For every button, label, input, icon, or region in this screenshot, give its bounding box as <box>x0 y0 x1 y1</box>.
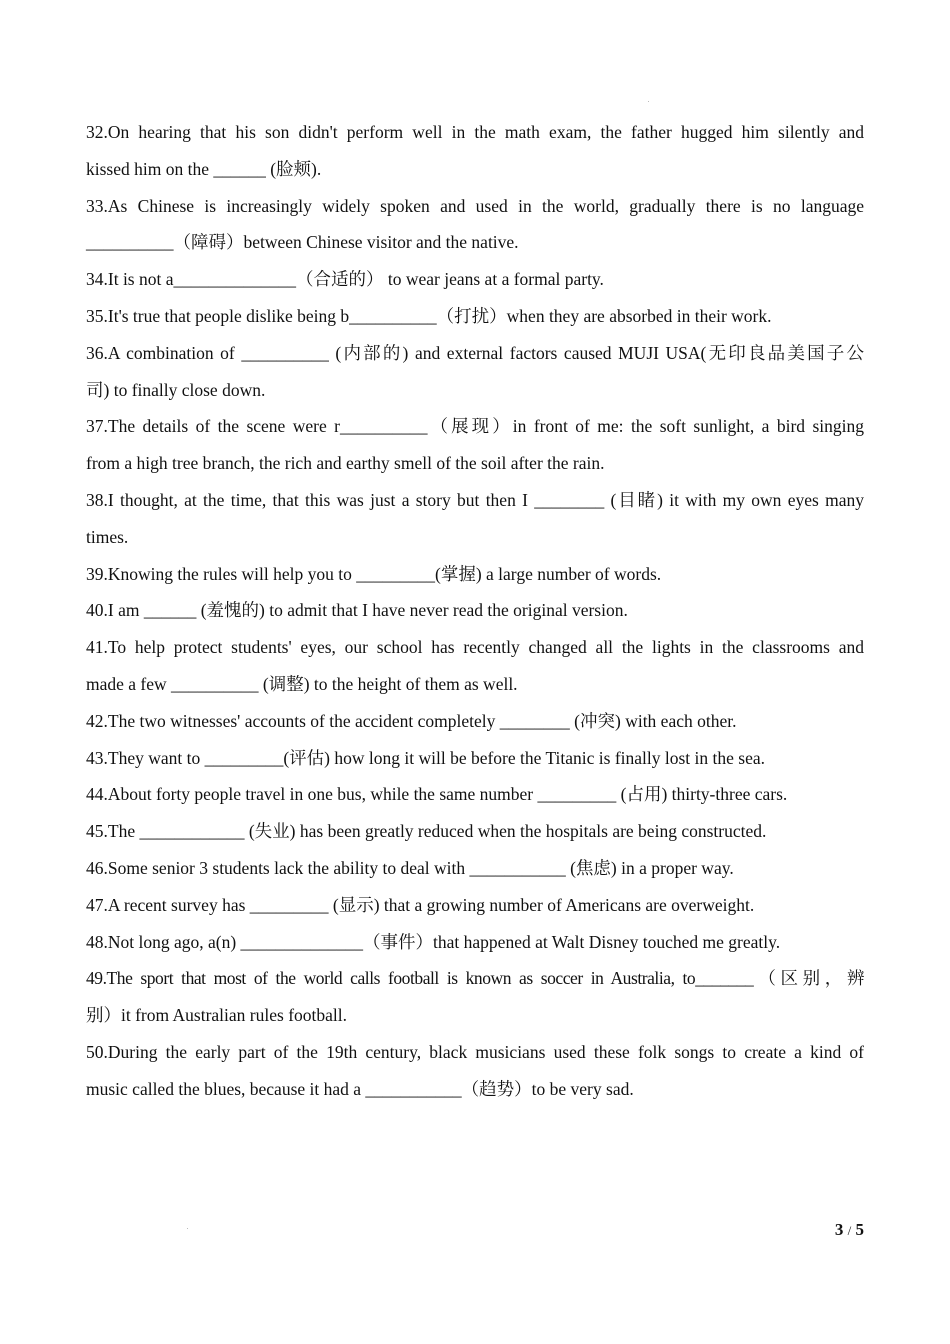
question-50 <box>86 1034 864 1108</box>
question-44 <box>86 776 864 813</box>
question-line: 50.During the early part of the 19th century, black musicians used these folk songs to create a kind of <box>86 1041 864 1062</box>
question-line: __________（障碍）between Chinese visitor and the native. <box>86 232 519 253</box>
question-line: 49.The sport that most of the world calls football is known as soccer in Australia, to_______（区别，辨 <box>86 968 864 989</box>
question-35 <box>86 298 864 335</box>
question-47 <box>86 887 864 924</box>
page-number <box>835 1220 864 1240</box>
question-32 <box>86 114 864 188</box>
question-line: music called the blues, because it had a ___________（趋势）to be very sad. <box>86 1078 634 1099</box>
question-line: 38.I thought, at the time, that this was just a story but then I ________ (目睹) it with my own eyes many <box>86 489 864 510</box>
question-line: 33.As Chinese is increasingly widely spoken and used in the world, gradually there is no language <box>86 195 864 216</box>
question-line: 44.About forty people travel in one bus, while the same number _________ (占用) thirty-three cars. <box>86 784 788 805</box>
question-43 <box>86 740 864 777</box>
question-48 <box>86 924 864 961</box>
question-line: 41.To help protect students' eyes, our school has recently changed all the lights in the classrooms and <box>86 637 864 658</box>
question-line: 48.Not long ago, a(n) ______________（事件）that happened at Walt Disney touched me greatly. <box>86 931 781 952</box>
question-37 <box>86 408 864 482</box>
question-40 <box>86 592 864 629</box>
question-line: 43.They want to _________(评估) how long it will be before the Titanic is finally lost in the sea. <box>86 747 766 768</box>
question-line: kissed him on the ______ (脸颊). <box>86 158 322 179</box>
page-separator: / <box>847 1223 852 1238</box>
page-total: 5 <box>855 1220 864 1239</box>
question-line: 46.Some senior 3 students lack the ability to deal with ___________ (焦虑) in a proper way. <box>86 857 734 878</box>
question-line: 别）it from Australian rules football. <box>86 1005 347 1026</box>
question-39 <box>86 556 864 593</box>
question-45 <box>86 813 864 850</box>
question-line: times. <box>86 526 129 547</box>
question-line: 47.A recent survey has _________ (显示) that a growing number of Americans are overweight. <box>86 894 755 915</box>
question-line: made a few __________ (调整) to the height of them as well. <box>86 673 518 694</box>
question-line: 35.It's true that people dislike being b__________（打扰）when they are absorbed in their work. <box>86 305 772 326</box>
question-33 <box>86 188 864 262</box>
question-line: from a high tree branch, the rich and earthy smell of the soil after the rain. <box>86 453 605 474</box>
question-34 <box>86 261 864 298</box>
question-line: 34.It is not a______________（合适的） to wear jeans at a formal party. <box>86 269 604 290</box>
question-list <box>86 114 864 1108</box>
question-38 <box>86 482 864 556</box>
question-42 <box>86 703 864 740</box>
question-line: 45.The ____________ (失业) has been greatly reduced when the hospitals are being constructed. <box>86 821 767 842</box>
scan-speck <box>648 101 649 102</box>
page-current: 3 <box>834 1220 844 1239</box>
question-line: 司) to finally close down. <box>86 379 266 400</box>
question-41 <box>86 629 864 703</box>
question-line: 39.Knowing the rules will help you to _________(掌握) a large number of words. <box>86 563 662 584</box>
scan-speck <box>187 1228 188 1229</box>
question-line: 42.The two witnesses' accounts of the accident completely ________ (冲突) with each other. <box>86 710 737 731</box>
question-line: 32.On hearing that his son didn't perform well in the math exam, the father hugged him silently and <box>86 122 864 142</box>
question-36 <box>86 335 864 409</box>
question-line: 37.The details of the scene were r__________（展现）in front of me: the soft sunlight, a bird singing <box>86 416 864 437</box>
question-line: 40.I am ______ (羞愧的) to admit that I have never read the original version. <box>86 600 628 621</box>
question-49 <box>86 960 864 1034</box>
question-46 <box>86 850 864 887</box>
question-line: 36.A combination of __________ (内部的) and external factors caused MUJI USA(无印良品美国子公 <box>86 342 864 363</box>
